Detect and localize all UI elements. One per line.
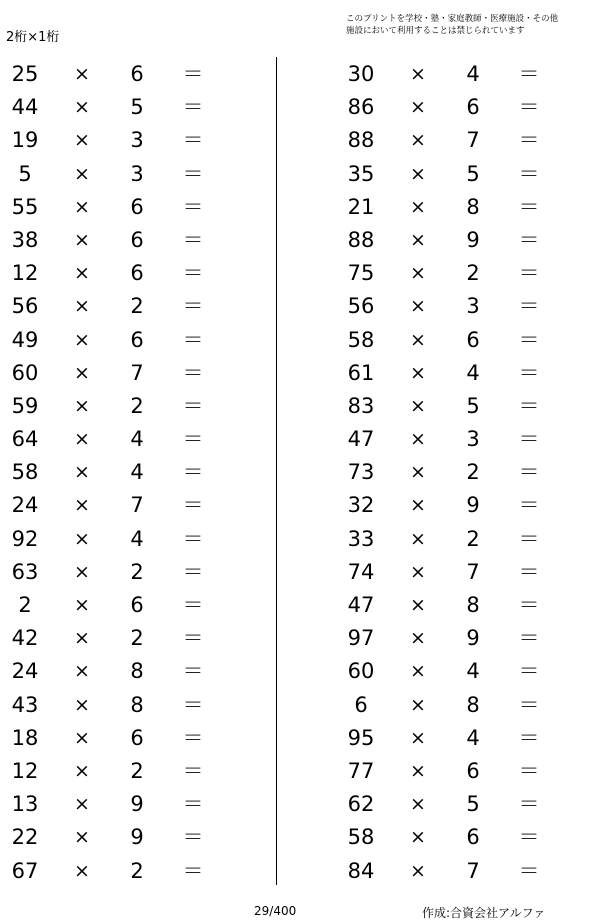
multiplicand: 58 (347, 825, 375, 850)
multiplier: 5 (130, 95, 144, 120)
times-sign: × (74, 759, 90, 782)
multiplicand: 86 (347, 95, 375, 120)
problem-row (0, 357, 250, 390)
problem-row (336, 622, 586, 655)
problem-row (336, 357, 586, 390)
equals-sign: ＝ (182, 294, 204, 319)
multiplier: 2 (466, 261, 480, 286)
times-sign: × (74, 494, 90, 517)
equals-sign: ＝ (518, 825, 540, 850)
times-sign: × (74, 726, 90, 749)
problem-row (0, 855, 250, 888)
multiplier: 8 (130, 659, 144, 684)
multiplicand: 73 (347, 460, 375, 485)
equals-sign: ＝ (182, 95, 204, 120)
problem-row (0, 290, 250, 323)
equals-sign: ＝ (518, 725, 540, 750)
equals-sign: ＝ (518, 62, 540, 86)
multiplier: 6 (130, 227, 144, 252)
times-sign: × (74, 394, 90, 417)
equals-sign: ＝ (182, 327, 204, 352)
times-sign: × (74, 527, 90, 550)
usage-notice-line-2: 施設において利用することは禁じられています (346, 26, 525, 36)
problem-row (336, 390, 586, 423)
multiplicand: 60 (11, 360, 39, 385)
equals-sign: ＝ (182, 128, 204, 153)
multiplicand: 18 (11, 725, 39, 750)
equals-sign: ＝ (518, 327, 540, 352)
multiplier: 4 (466, 725, 480, 750)
multiplicand: 22 (11, 825, 39, 850)
problem-row (0, 58, 250, 91)
problem-row (336, 821, 586, 854)
times-sign: × (74, 627, 90, 650)
times-sign: × (410, 394, 426, 417)
problem-row (336, 855, 586, 888)
multiplicand: 88 (347, 128, 375, 153)
multiplier: 9 (130, 792, 144, 817)
times-sign: × (410, 262, 426, 285)
times-sign: × (410, 759, 426, 782)
multiplicand: 58 (11, 460, 39, 485)
equals-sign: ＝ (182, 360, 204, 385)
right-problem-column (336, 58, 586, 888)
usage-notice-line-1: このプリントを学校・塾・家庭教師・医療施設・その他 (346, 14, 559, 24)
times-sign: × (410, 195, 426, 218)
problem-row (336, 257, 586, 290)
equals-sign: ＝ (518, 294, 540, 319)
multiplicand: 62 (347, 792, 375, 817)
equals-sign: ＝ (182, 161, 204, 186)
problem-row (0, 788, 250, 821)
problem-row (0, 722, 250, 755)
equals-sign: ＝ (182, 261, 204, 286)
multiplier: 8 (466, 692, 480, 717)
multiplicand: 64 (11, 427, 39, 452)
equals-sign: ＝ (518, 393, 540, 418)
multiplier: 5 (466, 393, 480, 418)
multiplicand: 59 (11, 393, 39, 418)
times-sign: × (74, 461, 90, 484)
equals-sign: ＝ (518, 593, 540, 617)
equals-sign: ＝ (182, 792, 204, 817)
times-sign: × (74, 594, 90, 616)
multiplier: 4 (466, 659, 480, 684)
times-sign: × (74, 195, 90, 218)
multiplier: 4 (130, 427, 144, 452)
times-sign: × (410, 560, 426, 583)
multiplicand: 77 (347, 758, 375, 783)
equals-sign: ＝ (518, 559, 540, 584)
problem-row (336, 556, 586, 589)
multiplier: 8 (466, 194, 480, 219)
equals-sign: ＝ (518, 493, 540, 518)
problem-row (0, 224, 250, 257)
equals-sign: ＝ (518, 659, 540, 684)
problem-row (0, 523, 250, 556)
multiplicand: 35 (347, 161, 375, 186)
problem-row (336, 290, 586, 323)
equals-sign: ＝ (182, 62, 204, 86)
multiplicand: 38 (11, 227, 39, 252)
equals-sign: ＝ (182, 725, 204, 750)
multiplier: 5 (466, 161, 480, 186)
problem-row (336, 91, 586, 124)
multiplier: 3 (130, 161, 144, 186)
problem-row (0, 158, 250, 191)
times-sign: × (74, 129, 90, 152)
multiplier: 9 (130, 825, 144, 850)
problem-row (0, 257, 250, 290)
multiplicand: 56 (11, 294, 39, 319)
multiplier: 2 (130, 393, 144, 418)
multiplier: 3 (130, 128, 144, 153)
multiplicand: 5 (18, 161, 32, 186)
times-sign: × (410, 461, 426, 484)
times-sign: × (410, 361, 426, 384)
multiplicand: 19 (11, 128, 39, 153)
problem-row (0, 655, 250, 688)
equals-sign: ＝ (518, 692, 540, 717)
multiplicand: 83 (347, 393, 375, 418)
times-sign: × (410, 527, 426, 550)
multiplicand: 60 (347, 659, 375, 684)
multiplicand: 47 (347, 427, 375, 452)
equals-sign: ＝ (518, 161, 540, 186)
times-sign: × (74, 228, 90, 251)
multiplier: 6 (130, 261, 144, 286)
times-sign: × (74, 693, 90, 716)
usage-notice (346, 13, 558, 37)
multiplier: 6 (466, 758, 480, 783)
problem-row (336, 224, 586, 257)
problem-row (0, 456, 250, 489)
multiplier: 8 (130, 692, 144, 717)
multiplicand: 12 (11, 758, 39, 783)
multiplier: 9 (466, 227, 480, 252)
problem-row (336, 158, 586, 191)
multiplicand: 32 (347, 493, 375, 518)
multiplier: 6 (130, 194, 144, 219)
times-sign: × (74, 428, 90, 451)
problem-row (0, 821, 250, 854)
multiplicand: 92 (11, 526, 39, 551)
multiplier: 7 (130, 360, 144, 385)
equals-sign: ＝ (182, 559, 204, 584)
multiplicand: 55 (11, 194, 39, 219)
multiplier: 6 (130, 62, 144, 86)
times-sign: × (74, 859, 90, 882)
multiplier: 2 (130, 559, 144, 584)
problem-row (336, 755, 586, 788)
multiplicand: 95 (347, 725, 375, 750)
times-sign: × (410, 793, 426, 816)
multiplier: 6 (466, 825, 480, 850)
equals-sign: ＝ (182, 825, 204, 850)
problem-row (336, 722, 586, 755)
times-sign: × (410, 859, 426, 882)
multiplier: 6 (466, 327, 480, 352)
multiplier: 7 (466, 858, 480, 883)
equals-sign: ＝ (518, 227, 540, 252)
times-sign: × (74, 63, 90, 85)
problem-row (336, 655, 586, 688)
equals-sign: ＝ (518, 460, 540, 485)
problem-row (0, 124, 250, 157)
multiplier: 2 (130, 626, 144, 651)
multiplicand: 44 (11, 95, 39, 120)
equals-sign: ＝ (518, 758, 540, 783)
multiplicand: 74 (347, 559, 375, 584)
times-sign: × (74, 96, 90, 119)
problem-row (0, 755, 250, 788)
problem-row (336, 589, 586, 622)
multiplicand: 42 (11, 626, 39, 651)
multiplicand: 49 (11, 327, 39, 352)
multiplier: 4 (466, 62, 480, 86)
times-sign: × (410, 660, 426, 683)
equals-sign: ＝ (182, 593, 204, 617)
problem-row (0, 324, 250, 357)
multiplier: 8 (466, 593, 480, 617)
equals-sign: ＝ (518, 858, 540, 883)
problem-row (336, 523, 586, 556)
multiplier: 6 (130, 725, 144, 750)
multiplicand: 61 (347, 360, 375, 385)
times-sign: × (410, 129, 426, 152)
problem-row (0, 556, 250, 589)
multiplier: 9 (466, 626, 480, 651)
problem-row (0, 191, 250, 224)
problem-row (336, 423, 586, 456)
times-sign: × (410, 295, 426, 318)
equals-sign: ＝ (518, 626, 540, 651)
times-sign: × (410, 494, 426, 517)
equals-sign: ＝ (518, 261, 540, 286)
multiplicand: 21 (347, 194, 375, 219)
multiplier: 7 (466, 559, 480, 584)
multiplier: 7 (466, 128, 480, 153)
multiplier: 3 (466, 294, 480, 319)
multiplier: 2 (130, 858, 144, 883)
equals-sign: ＝ (182, 427, 204, 452)
equals-sign: ＝ (182, 227, 204, 252)
equals-sign: ＝ (518, 792, 540, 817)
times-sign: × (74, 660, 90, 683)
page-number: 29/400 (254, 904, 297, 918)
multiplier: 4 (130, 526, 144, 551)
multiplier: 2 (130, 294, 144, 319)
times-sign: × (410, 96, 426, 119)
multiplicand: 58 (347, 327, 375, 352)
multiplicand: 12 (11, 261, 39, 286)
equals-sign: ＝ (182, 460, 204, 485)
times-sign: × (410, 693, 426, 716)
multiplier: 4 (466, 360, 480, 385)
equals-sign: ＝ (182, 659, 204, 684)
problem-row (0, 91, 250, 124)
multiplier: 2 (466, 460, 480, 485)
times-sign: × (74, 826, 90, 849)
multiplicand: 97 (347, 626, 375, 651)
multiplicand: 88 (347, 227, 375, 252)
multiplier: 9 (466, 493, 480, 518)
multiplier: 7 (130, 493, 144, 518)
multiplier: 2 (130, 758, 144, 783)
times-sign: × (74, 361, 90, 384)
multiplier: 6 (130, 327, 144, 352)
equals-sign: ＝ (518, 427, 540, 452)
multiplicand: 25 (11, 62, 39, 86)
problem-row (336, 489, 586, 522)
equals-sign: ＝ (518, 95, 540, 120)
multiplicand: 30 (347, 62, 375, 86)
problem-row (336, 124, 586, 157)
multiplicand: 24 (11, 659, 39, 684)
multiplicand: 67 (11, 858, 39, 883)
worksheet-title: 2桁×1桁 (6, 30, 60, 45)
times-sign: × (410, 428, 426, 451)
multiplicand: 13 (11, 792, 39, 817)
equals-sign: ＝ (182, 692, 204, 717)
equals-sign: ＝ (182, 626, 204, 651)
multiplicand: 6 (354, 692, 368, 717)
author-credit: 作成:合資会社アルファ (422, 906, 546, 920)
problem-row (0, 390, 250, 423)
times-sign: × (410, 228, 426, 251)
problem-row (336, 788, 586, 821)
multiplicand: 43 (11, 692, 39, 717)
problem-row (336, 191, 586, 224)
multiplier: 6 (130, 593, 144, 617)
multiplicand: 33 (347, 526, 375, 551)
times-sign: × (74, 162, 90, 185)
multiplicand: 24 (11, 493, 39, 518)
times-sign: × (410, 63, 426, 85)
multiplier: 2 (466, 526, 480, 551)
equals-sign: ＝ (182, 858, 204, 883)
equals-sign: ＝ (182, 393, 204, 418)
times-sign: × (74, 262, 90, 285)
multiplicand: 2 (18, 593, 32, 617)
equals-sign: ＝ (182, 493, 204, 518)
problem-row (336, 689, 586, 722)
problem-row (0, 689, 250, 722)
equals-sign: ＝ (518, 526, 540, 551)
multiplier: 5 (466, 792, 480, 817)
problem-row (0, 589, 250, 622)
multiplier: 6 (466, 95, 480, 120)
equals-sign: ＝ (182, 526, 204, 551)
multiplicand: 75 (347, 261, 375, 286)
times-sign: × (410, 594, 426, 616)
equals-sign: ＝ (518, 360, 540, 385)
multiplicand: 84 (347, 858, 375, 883)
equals-sign: ＝ (518, 128, 540, 153)
problem-row (0, 622, 250, 655)
problem-row (0, 489, 250, 522)
times-sign: × (74, 793, 90, 816)
problem-row (336, 456, 586, 489)
times-sign: × (410, 162, 426, 185)
times-sign: × (410, 826, 426, 849)
column-divider (276, 57, 277, 885)
multiplicand: 56 (347, 294, 375, 319)
problem-row (336, 324, 586, 357)
times-sign: × (74, 560, 90, 583)
equals-sign: ＝ (182, 758, 204, 783)
times-sign: × (74, 295, 90, 318)
times-sign: × (74, 328, 90, 351)
left-problem-column (0, 58, 250, 888)
equals-sign: ＝ (518, 194, 540, 219)
multiplier: 4 (130, 460, 144, 485)
times-sign: × (410, 328, 426, 351)
times-sign: × (410, 627, 426, 650)
equals-sign: ＝ (182, 194, 204, 219)
multiplicand: 47 (347, 593, 375, 617)
multiplier: 3 (466, 427, 480, 452)
times-sign: × (410, 726, 426, 749)
multiplicand: 63 (11, 559, 39, 584)
problem-row (336, 58, 586, 91)
problem-row (0, 423, 250, 456)
